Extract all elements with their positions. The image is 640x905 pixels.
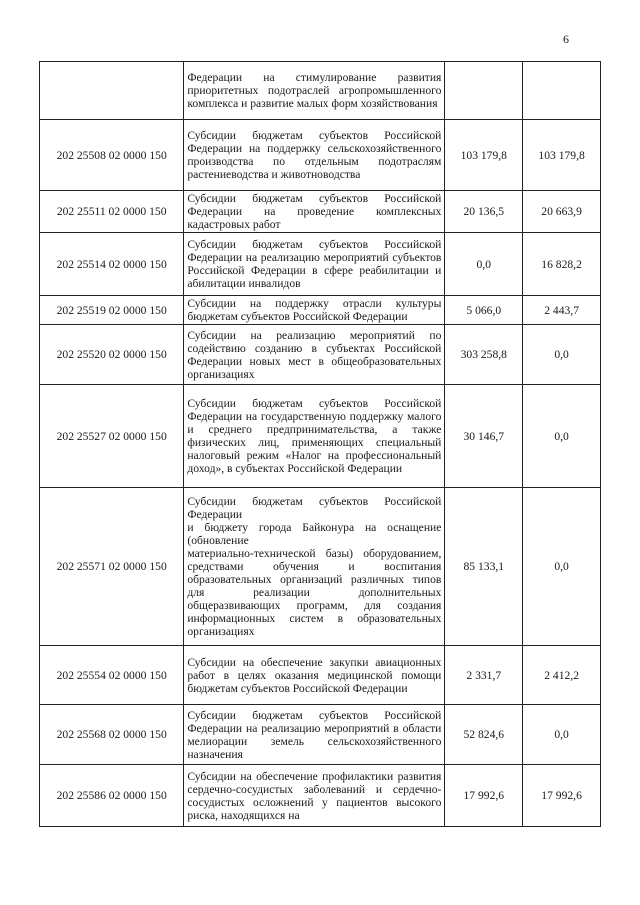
row-name-text: Субсидии бюджетам субъектов Российской Федерации на реализацию мероприятий в области мелиорации земель сельскохозяйственного назначения <box>187 708 442 761</box>
row-name-text: Субсидии бюджетам субъектов Российской Федерации на поддержку сельскохозяйственного производства по отдельным подотраслям растениеводства и животноводства <box>187 129 442 181</box>
row-amount-2: 0,0 <box>523 385 601 488</box>
row-name-text: Субсидии бюджетам субъектов Российской Федерации на реализацию мероприятий субъектов Российской Федерации в сфере реабилитации и абилитации инвалидов <box>187 238 442 290</box>
row-code: 202 25527 02 0000 150 <box>40 385 184 488</box>
row-name <box>184 646 445 705</box>
row-amount-2: 0,0 <box>523 325 601 385</box>
row-amount-2 <box>523 62 601 120</box>
row-amount-1: 30 146,7 <box>445 385 523 488</box>
row-amount-1: 5 066,0 <box>445 296 523 325</box>
row-name <box>184 385 445 488</box>
row-amount-1: 2 331,7 <box>445 646 523 705</box>
row-code: 202 25508 02 0000 150 <box>40 120 184 191</box>
row-amount-1: 52 824,6 <box>445 705 523 765</box>
table-row <box>40 120 601 191</box>
table-row <box>40 705 601 765</box>
row-amount-1: 103 179,8 <box>445 120 523 191</box>
row-name <box>184 120 445 191</box>
row-amount-2: 103 179,8 <box>523 120 601 191</box>
table-row <box>40 325 601 385</box>
row-name <box>184 191 445 233</box>
row-name <box>184 62 445 120</box>
row-code <box>40 62 184 120</box>
row-amount-1: 17 992,6 <box>445 765 523 827</box>
table-row <box>40 488 601 646</box>
row-name-text: Субсидии на обеспечение профилактики развития сердечно-сосудистых заболеваний и сердечно-сосудистых осложнений у пациентов высокого риска, находящихся на <box>187 769 442 822</box>
row-name-text: Субсидии на обеспечение закупки авиационных работ в целях оказания медицинской помощи бюджетам субъектов Российской Федерации <box>187 655 442 695</box>
row-name <box>184 296 445 325</box>
row-amount-1: 0,0 <box>445 233 523 296</box>
row-code: 202 25514 02 0000 150 <box>40 233 184 296</box>
row-amount-2: 16 828,2 <box>523 233 601 296</box>
row-name <box>184 325 445 385</box>
row-name-text: Субсидии бюджетам субъектов Российской Федерации на государственную поддержку малого и среднего предпринимательства, а также физических лиц, применяющих специальный налоговый режим «Налог на профессиональный доход», в субъектах Российской Федерации <box>187 397 442 475</box>
row-name-text: Субсидии бюджетам субъектов Российской Федерации на проведение комплексных кадастровых работ <box>187 192 442 231</box>
row-amount-2: 2 412,2 <box>523 646 601 705</box>
table-row <box>40 62 601 120</box>
table-row <box>40 191 601 233</box>
table-row <box>40 646 601 705</box>
row-name <box>184 488 445 646</box>
row-amount-1: 303 258,8 <box>445 325 523 385</box>
row-name-text: Федерации на стимулирование развития приоритетных подотраслей агропромышленного комплекса и развитие малых форм хозяйствования <box>187 71 442 110</box>
row-amount-2: 2 443,7 <box>523 296 601 325</box>
row-code: 202 25571 02 0000 150 <box>40 488 184 646</box>
table-row <box>40 385 601 488</box>
row-amount-1: 20 136,5 <box>445 191 523 233</box>
row-amount-2: 0,0 <box>523 705 601 765</box>
row-code: 202 25520 02 0000 150 <box>40 325 184 385</box>
row-name-text: Субсидии на реализацию мероприятий по содействию созданию в субъектах Российской Федерации новых мест в общеобразовательных организациях <box>187 328 442 381</box>
row-code: 202 25511 02 0000 150 <box>40 191 184 233</box>
row-code: 202 25568 02 0000 150 <box>40 705 184 765</box>
row-amount-2: 20 663,9 <box>523 191 601 233</box>
row-amount-1 <box>445 62 523 120</box>
row-amount-2: 17 992,6 <box>523 765 601 827</box>
row-code: 202 25586 02 0000 150 <box>40 765 184 827</box>
table-row <box>40 296 601 325</box>
row-name <box>184 705 445 765</box>
row-name-text: Субсидии на поддержку отрасли культуры бюджетам субъектов Российской Федерации <box>187 297 442 323</box>
row-code: 202 25519 02 0000 150 <box>40 296 184 325</box>
row-name <box>184 765 445 827</box>
page-number: 6 <box>563 32 569 46</box>
table-row <box>40 765 601 827</box>
row-amount-1: 85 133,1 <box>445 488 523 646</box>
row-code: 202 25554 02 0000 150 <box>40 646 184 705</box>
row-name-text: Субсидии бюджетам субъектов Российской Федерации и бюджету города Байконура на оснащение (обновление материально-технической базы) оборудованием, средствами обучения и воспитания образовательных организаций различных типов для реализации дополнительных общеразвивающих программ, для создания информационных систем в образовательных организациях <box>187 495 442 638</box>
budget-table <box>39 61 601 827</box>
table-row <box>40 233 601 296</box>
row-name <box>184 233 445 296</box>
budget-table-body <box>40 62 601 827</box>
row-amount-2: 0,0 <box>523 488 601 646</box>
